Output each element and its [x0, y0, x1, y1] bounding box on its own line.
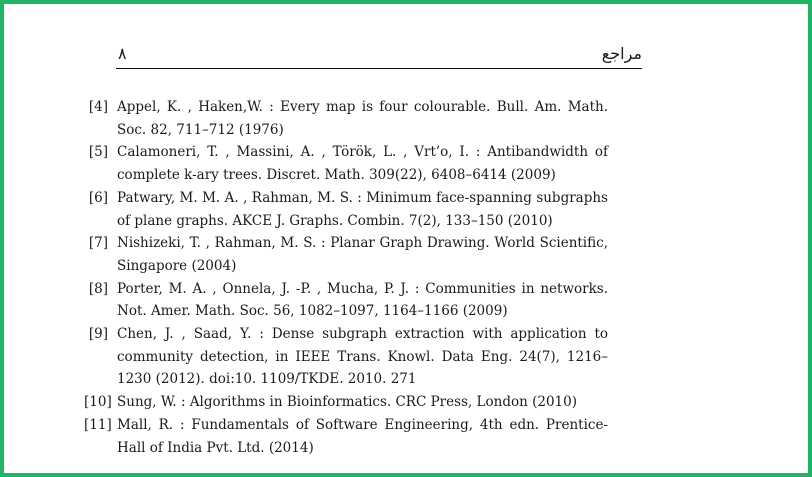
reference-list: [84, 96, 608, 459]
reference-text: Mall, R. : Fundamentals of Software Engineering, 4th edn. Prentice-Hall of India Pvt. Ltd. (2014): [117, 416, 608, 456]
reference-number: [4]: [88, 99, 108, 115]
reference-number: [11]: [84, 416, 112, 433]
reference-number: [8]: [88, 280, 108, 297]
reference-text: Porter, M. A. , Onnela, J. -P. , Mucha, P. J. : Communities in networks. Not. Amer. Math. Soc. 56, 1082–1097, 1164–1166 (2009): [117, 280, 608, 320]
reference-text: Appel, K. , Haken,W. : Every map is four colourable. Bull. Am. Math. Soc. 82, 711–712 (1976): [117, 99, 608, 138]
page-header: [116, 44, 642, 69]
reference-number: [7]: [88, 235, 108, 252]
page-number: ٨: [118, 44, 127, 63]
reference-number: [10]: [84, 394, 112, 411]
reference-text: Nishizeki, T. , Rahman, M. S. : Planar Graph Drawing. World Scientific, Singapore (2004): [117, 235, 608, 274]
reference-number: [9]: [88, 326, 108, 343]
reference-entry: [84, 96, 608, 141]
reference-entry: [84, 278, 608, 323]
reference-entry: [84, 141, 608, 186]
reference-number: [5]: [88, 144, 108, 161]
reference-entry: [84, 414, 608, 459]
reference-text: Patwary, M. M. A. , Rahman, M. S. : Minimum face-spanning subgraphs of plane graphs. AKCE J. Graphs. Combin. 7(2), 133–150 (2010): [117, 189, 608, 229]
reference-text: Sung, W. : Algorithms in Bioinformatics. CRC Press, London (2010): [117, 394, 577, 411]
reference-entry: [84, 187, 608, 232]
reference-entry: [84, 391, 608, 414]
reference-number: [6]: [88, 189, 108, 206]
page-header-title: مراجع: [601, 44, 642, 63]
reference-entry: [84, 323, 608, 391]
reference-entry: [84, 232, 608, 277]
reference-text: Calamoneri, T. , Massini, A. , Török, L. , Vrt’o, I. : Antibandwidth of complete k-ary trees. Discret. Math. 309(22), 6408–6414 (2009): [117, 144, 608, 184]
reference-text: Chen, J. , Saad, Y. : Dense subgraph extraction with application to community detection, in IEEE Trans. Knowl. Data Eng. 24(7), 1216–1230 (2012). doi:10. 1109/TKDE. 2010. 271: [117, 326, 608, 388]
